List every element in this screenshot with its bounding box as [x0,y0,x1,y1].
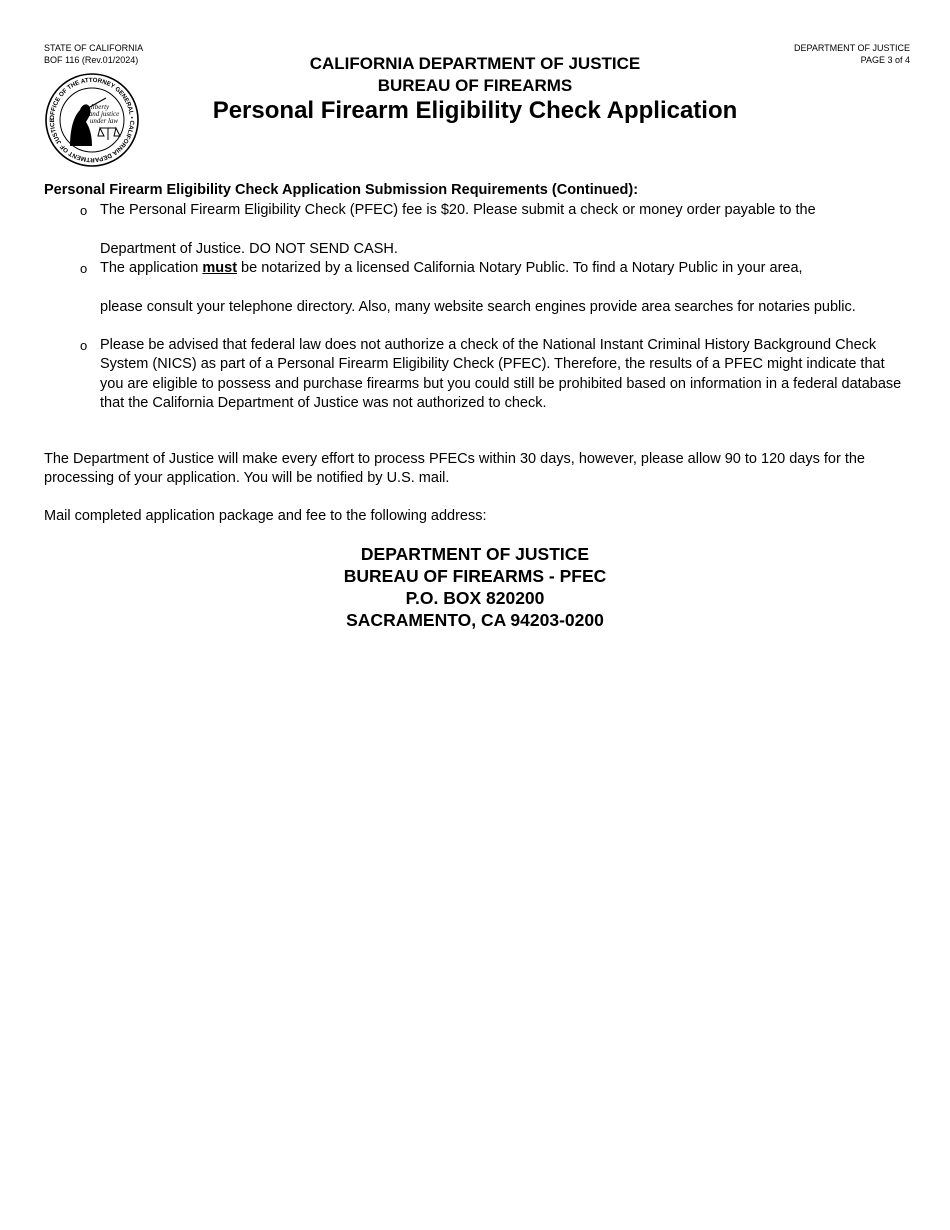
requirement-fee-line1: The Personal Firearm Eligibility Check (PFEC) fee is $20. Please submit a check or money order payable to the [100,202,816,218]
address-line-4: SACRAMENTO, CA 94203-0200 [346,610,604,630]
requirement-item-nics [80,336,910,414]
address-line-1: DEPARTMENT OF JUSTICE [360,544,590,564]
requirement-notary-post: be notarized by a licensed California Notary Public. To find a Notary Public in your area, [237,260,803,276]
bullet-marker: o [80,338,88,353]
requirement-item-fee [80,201,910,259]
seal-motto-1: liberty [90,103,110,111]
processing-paragraph: The Department of Justice will make every effort to process PFECs within 30 days, however, please allow 90 to 120 days for the processing of your application. You will be notified by U.S. mail. [44,451,865,487]
mail-instruction: Mail completed application package and fee to the following address: [44,508,487,524]
requirement-nics-text: Please be advised that federal law does not authorize a check of the National Instant Criminal History Background Check System (NICS) as part of a Personal Firearm Eligibility Check (PFEC). Therefore, the results of a PFEC might indicate that you are eligible to possess and purchase firearms but you could still be prohibited based on information in a federal database that the California Department of Justice was not authorized to check. [100,337,902,412]
bullet-marker: o [80,261,88,276]
agency-label: DEPARTMENT OF JUSTICE [793,43,910,53]
requirement-notary-emphasis: must [202,260,238,276]
seal-motto-3: under law [89,117,119,125]
bureau-heading: BUREAU OF FIREARMS [377,76,573,95]
mailing-address [0,543,950,631]
bullet-marker: o [80,203,88,218]
address-line-2: BUREAU OF FIREARMS - PFEC [343,566,607,586]
department-heading: CALIFORNIA DEPARTMENT OF JUSTICE [309,54,641,73]
requirement-item-notary [80,259,910,317]
seal-ring-text: OFFICE OF THE ATTORNEY GENERAL • CALIFORNIA DEPARTMENT OF JUSTICE [48,76,136,164]
requirement-notary-pre: The application [100,260,203,276]
requirement-fee-line2: Department of Justice. DO NOT SEND CASH. [100,240,398,257]
page-title: Personal Firearm Eligibility Check Application [212,97,738,124]
requirement-notary-line2: please consult your telephone directory. Also, many website search engines provide area searches for notaries public. [100,298,856,315]
state-label: STATE OF CALIFORNIA [44,43,144,53]
requirements-heading: Personal Firearm Eligibility Check Application Submission Requirements (Continued): [44,182,639,198]
address-line-3: P.O. BOX 820200 [405,588,545,608]
page-number: PAGE 3 of 4 [860,55,910,65]
seal-motto-2: and justice [88,110,120,118]
form-number: BOF 116 (Rev.01/2024) [44,55,139,65]
